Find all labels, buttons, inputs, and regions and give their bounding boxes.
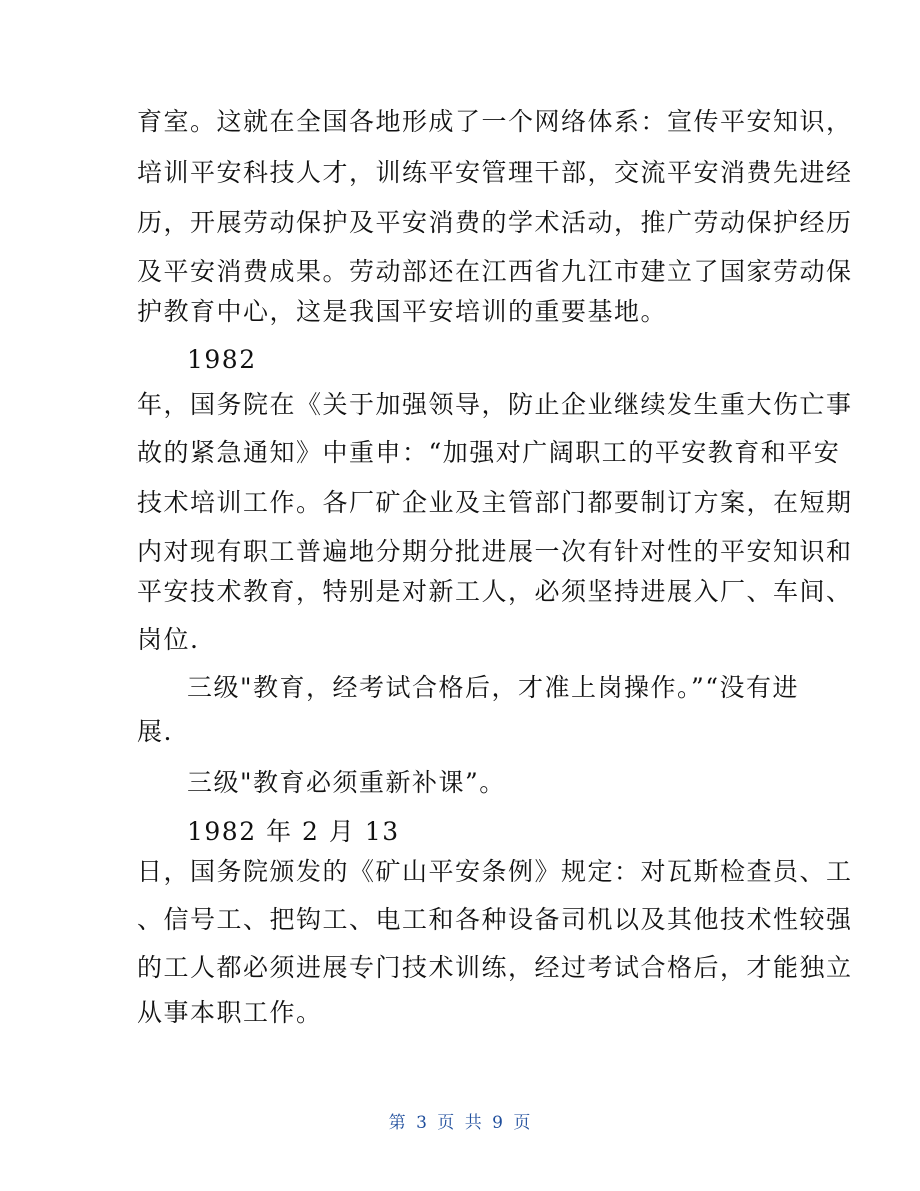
text-line: 、信号工、把钩工、电工和各种设备司机以及其他技术性较强 [137,905,853,934]
text-line: 故的紧急通知》中重申：“加强对广阔职工的平安教育和平安 [137,438,841,467]
text-line-date: 1982 年 2 月 13 [187,817,400,846]
page-number-footer: 第 3 页 共 9 页 [388,1113,532,1133]
text-line: 技术培训工作。各厂矿企业及主管部门都要制订方案，在短期 [137,488,853,517]
text-line: 的工人都必须进展专门技术训练，经过考试合格后，才能独立 [137,953,853,982]
text-line: 历，开展劳动保护及平安消费的学术活动，推广劳动保护经历 [137,208,853,237]
text-line: 三级"教育必须重新补课”。 [187,768,506,797]
text-line: 岗位. [137,625,200,654]
text-line-year: 1982 [187,345,257,374]
text-line: 三级"教育，经考试合格后，才准上岗操作。”“没有进 [187,673,800,702]
text-line: 平安技术教育，特别是对新工人，必须坚持进展入厂、车间、 [137,577,853,606]
text-line: 展. [137,717,173,746]
text-line: 育室。这就在全国各地形成了一个网络体系：宣传平安知识， [137,107,853,136]
text-line: 日，国务院颁发的《矿山平安条例》规定：对瓦斯检查员、工 [137,857,853,886]
text-line: 年，国务院在《关于加强领导，防止企业继续发生重大伤亡事 [137,390,853,419]
text-line: 及平安消费成果。劳动部还在江西省九江市建立了国家劳动保 [137,257,853,286]
text-line: 培训平安科技人才，训练平安管理干部，交流平安消费先进经 [137,158,853,187]
text-line: 内对现有职工普遍地分期分批进展一次有针对性的平安知识和 [137,537,853,566]
text-line: 从事本职工作。 [137,998,323,1027]
text-line: 护教育中心，这是我国平安培训的重要基地。 [137,297,668,326]
